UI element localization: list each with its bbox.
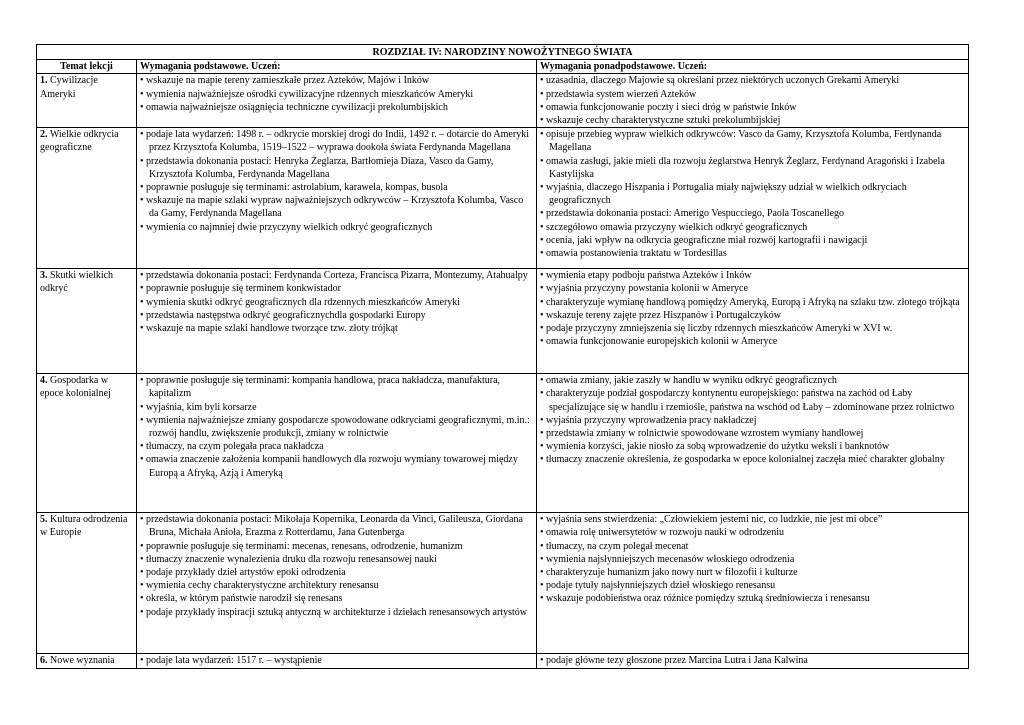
advanced-requirements-list — [540, 128, 965, 260]
lesson-topic-cell — [37, 74, 137, 128]
requirement-item: • poprawnie posługuje się terminami: astrolabium, karawela, kompas, busola — [140, 181, 533, 194]
advanced-requirements-cell — [537, 374, 969, 513]
advanced-requirements-list — [540, 374, 965, 466]
requirement-item: • omawia rolę uniwersytetów w rozwoju nauki w odrodzeniu — [540, 526, 965, 539]
requirement-item: • podaje lata wydarzeń: 1517 r. – wystąpienie — [140, 654, 533, 667]
requirement-item: • wymienia najważniejsze ośrodki cywilizacyjne rdzennych mieszkańców Ameryki — [140, 88, 533, 101]
requirement-item: • wyjaśnia przyczyny wprowadzenia pracy nakładczej — [540, 414, 965, 427]
requirement-item: • wymienia skutki odkryć geograficznych dla rdzennych mieszkańców Ameryki — [140, 296, 533, 309]
requirement-item: • charakteryzuje podział gospodarczy kontynentu europejskiego: państwa na zachód od Łaby specjalizujące się w handlu i rzemiośle, państwa na wschód od Łaby – zdominowane przez rolnictwo — [540, 387, 965, 413]
requirement-item: • wymienia etapy podboju państwa Azteków i Inków — [540, 269, 965, 282]
requirement-item: • przedstawia dokonania postaci: Amerigo Vespucciego, Paola Toscanellego — [540, 207, 965, 220]
lesson-topic: Kultura odrodzenia w Europie — [40, 514, 128, 539]
table-row — [37, 374, 969, 513]
requirement-item: • tłumaczy, na czym polegała praca nakładcza — [140, 440, 533, 453]
table-row — [37, 513, 969, 654]
requirement-item: • omawia zmiany, jakie zaszły w handlu w wyniku odkryć geograficznych — [540, 374, 965, 387]
basic-requirements-list — [140, 374, 533, 480]
requirement-item: • omawia funkcjonowanie poczty i sieci dróg w państwie Inków — [540, 101, 965, 114]
requirement-item: • poprawnie posługuje się terminami: kompania handlowa, praca nakładcza, manufaktura, kapitalizm — [140, 374, 533, 400]
requirement-item: • wyjaśnia sens stwierdzenia: „Człowiekiem jestemi nic, co ludzkie, nie jest mi obce” — [540, 513, 965, 526]
table-row — [37, 128, 969, 269]
advanced-requirements-cell — [537, 269, 969, 374]
requirement-item: • wyjaśnia, kim byli korsarze — [140, 401, 533, 414]
lesson-topic: Nowe wyznania — [50, 655, 115, 667]
lesson-topic-cell — [37, 513, 137, 654]
requirement-item: • omawia postanowienia traktatu w Tordesillas — [540, 247, 965, 260]
table-row — [37, 74, 969, 128]
requirement-item: • podaje główne tezy głoszone przez Marcina Lutra i Jana Kalwina — [540, 654, 965, 667]
lesson-number: 5. — [40, 514, 48, 526]
requirement-item: • podaje przyczyny zmniejszenia się liczby rdzennych mieszkańców Ameryki w XVI w. — [540, 322, 965, 335]
requirement-item: • tłumaczy, na czym polegał mecenat — [540, 540, 965, 553]
basic-requirements-list — [140, 269, 533, 335]
requirement-item: • ocenia, jaki wpływ na odkrycia geograficzne miał rozwój kartografii i nawigacji — [540, 234, 965, 247]
requirement-item: • wymienia korzyści, jakie niosło za sobą wprowadzenie do użytku weksli i banknotów — [540, 440, 965, 453]
requirement-item: • omawia znaczenie założenia kompanii handlowych dla rozwoju wymiany towarowej między Europą a Afryką, Azją i Ameryką — [140, 453, 533, 479]
requirement-item: • przedstawia system wierzeń Azteków — [540, 88, 965, 101]
requirement-item: • wymienia najważniejsze zmiany gospodarcze spowodowane odkryciami geograficznymi, m.in.: rozwój handlu, zwiększenie produkcji, zmiany w rolnictwie — [140, 414, 533, 440]
table-body — [37, 74, 969, 669]
requirement-item: • wskazuje na mapie szlaki handlowe tworzące tzw. złoty trójkąt — [140, 322, 533, 335]
advanced-requirements-cell — [537, 128, 969, 269]
advanced-requirements-list — [540, 513, 965, 605]
lesson-topic: Cywilizacje Ameryki — [40, 75, 98, 100]
requirement-item: • poprawnie posługuje się terminem konkwistador — [140, 282, 533, 295]
advanced-requirements-list — [540, 654, 965, 667]
lesson-topic: Wielkie odkrycia geograficzne — [40, 129, 119, 154]
lesson-topic-cell — [37, 269, 137, 374]
requirement-item: • podaje przykłady dzieł artystów epoki odrodzenia — [140, 566, 533, 579]
lesson-number: 6. — [40, 655, 48, 667]
basic-requirements-list — [140, 74, 533, 114]
basic-requirements-list — [140, 654, 533, 667]
lesson-number: 3. — [40, 270, 48, 282]
requirement-item: • przedstawia dokonania postaci: Henryka Żeglarza, Bartłomieja Diaza, Vasco da Gamy, Krzysztofa Kolumba, Ferdynanda Magellana — [140, 155, 533, 181]
requirement-item: • podaje lata wydarzeń: 1498 r. – odkrycie morskiej drogi do Indii, 1492 r. – dotarcie do Ameryki przez Krzysztofa Kolumba, 1519–1522 – wyprawa dookoła świata Ferdynanda Magellana — [140, 128, 533, 154]
basic-requirements-cell — [137, 654, 537, 669]
requirement-item: • przedstawia dokonania postaci: Ferdynanda Corteza, Francisca Pizarra, Montezumy, Atahualpy — [140, 269, 533, 282]
advanced-requirements-list — [540, 74, 965, 127]
advanced-requirements-cell — [537, 74, 969, 128]
requirement-item: • przedstawia zmiany w rolnictwie spowodowane wzrostem wymiany handlowej — [540, 427, 965, 440]
requirement-item: • opisuje przebieg wypraw wielkich odkrywców: Vasco da Gamy, Krzysztofa Kolumba, Ferdynanda Magellana — [540, 128, 965, 154]
requirement-item: • przedstawia dokonania postaci: Mikołaja Kopernika, Leonarda da Vinci, Galileusza, Giordana Bruna, Michała Anioła, Erazma z Rotterdamu, Jana Gutenberga — [140, 513, 533, 539]
requirement-item: • poprawnie posługuje się terminami: mecenas, renesans, odrodzenie, humanizm — [140, 540, 533, 553]
table-row — [37, 269, 969, 374]
lesson-number: 2. — [40, 129, 48, 141]
advanced-requirements-list — [540, 269, 965, 348]
requirement-item: • charakteryzuje wymianę handlową pomiędzy Ameryką, Europą i Afryką na szlaku tzw. złotego trójkąta — [540, 296, 965, 309]
curriculum-table — [36, 44, 969, 669]
requirement-item: • charakteryzuje humanizm jako nowy nurt w filozofii i kulturze — [540, 566, 965, 579]
requirement-item: • wymienia co najmniej dwie przyczyny wielkich odkryć geograficznych — [140, 221, 533, 234]
lesson-topic-cell — [37, 374, 137, 513]
requirement-item: • wskazuje na mapie tereny zamieszkałe przez Azteków, Majów i Inków — [140, 74, 533, 87]
lesson-topic-cell — [37, 654, 137, 669]
requirement-item: • wyjaśnia przyczyny powstania kolonii w Ameryce — [540, 282, 965, 295]
requirement-item: • podaje tytuły najsłynniejszych dzieł włoskiego renesansu — [540, 579, 965, 592]
table-row — [37, 654, 969, 669]
basic-requirements-list — [140, 513, 533, 619]
lesson-number: 4. — [40, 375, 48, 387]
requirement-item: • szczegółowo omawia przyczyny wielkich odkryć geograficznych — [540, 221, 965, 234]
requirement-item: • wskazuje na mapie szlaki wypraw najważniejszych odkrywców – Krzysztofa Kolumba, Vasco da Gamy, Ferdynanda Magellana — [140, 194, 533, 220]
advanced-requirements-cell — [537, 513, 969, 654]
basic-requirements-cell — [137, 74, 537, 128]
requirement-item: • wyjaśnia, dlaczego Hiszpania i Portugalia miały największy udział w wielkich odkryciach geograficznych — [540, 181, 965, 207]
basic-requirements-list — [140, 128, 533, 234]
requirement-item: • wymienia najsłynniejszych mecenasów włoskiego odrodzenia — [540, 553, 965, 566]
lesson-topic: Gospodarka w epoce kolonialnej — [40, 375, 111, 400]
requirement-item: • tłumaczy znaczenie wynalezienia druku dla rozwoju renesansowej nauki — [140, 553, 533, 566]
header-topic: Temat lekcji — [37, 60, 137, 74]
requirement-item: • tłumaczy znaczenie określenia, że gospodarka w epoce kolonialnej zaczęła mieć charakter globalny — [540, 453, 965, 466]
requirement-item: • podaje przykłady inspiracji sztuką antyczną w architekturze i dziełach renesansowych artystów — [140, 606, 533, 619]
basic-requirements-cell — [137, 374, 537, 513]
basic-requirements-cell — [137, 128, 537, 269]
header-basic: Wymagania podstawowe. Uczeń: — [137, 60, 537, 74]
requirement-item: • omawia najważniejsze osiągnięcia techniczne cywilizacji prekolumbijskich — [140, 101, 533, 114]
requirement-item: • omawia funkcjonowanie europejskich kolonii w Ameryce — [540, 335, 965, 348]
requirement-item: • przedstawia następstwa odkryć geograficznychdla gospodarki Europy — [140, 309, 533, 322]
requirement-item: • omawia zasługi, jakie mieli dla rozwoju żeglarstwa Henryk Żeglarz, Ferdynand Aragoński i Izabela Kastylijska — [540, 155, 965, 181]
lesson-topic-cell — [37, 128, 137, 269]
advanced-requirements-cell — [537, 654, 969, 669]
requirement-item: • wskazuje podobieństwa oraz różnice pomiędzy sztuką średniowiecza i renesansu — [540, 592, 965, 605]
requirement-item: • wskazuje tereny zajęte przez Hiszpanów i Portugalczyków — [540, 309, 965, 322]
basic-requirements-cell — [137, 513, 537, 654]
header-advanced: Wymagania ponadpodstawowe. Uczeń: — [537, 60, 969, 74]
basic-requirements-cell — [137, 269, 537, 374]
lesson-number: 1. — [40, 75, 48, 87]
requirement-item: • wskazuje cechy charakterystyczne sztuki prekolumbijskiej — [540, 114, 965, 127]
requirement-item: • uzasadnia, dlaczego Majowie są określani przez niektórych uczonych Grekami Ameryki — [540, 74, 965, 87]
lesson-topic: Skutki wielkich odkryć — [40, 270, 114, 295]
requirement-item: • określa, w którym państwie narodził się renesans — [140, 592, 533, 605]
chapter-title: ROZDZIAŁ IV: NARODZINY NOWOŻYTNEGO ŚWIATA — [37, 45, 969, 60]
requirement-item: • wymienia cechy charakterystyczne architektury renesansu — [140, 579, 533, 592]
document-page — [36, 44, 968, 669]
